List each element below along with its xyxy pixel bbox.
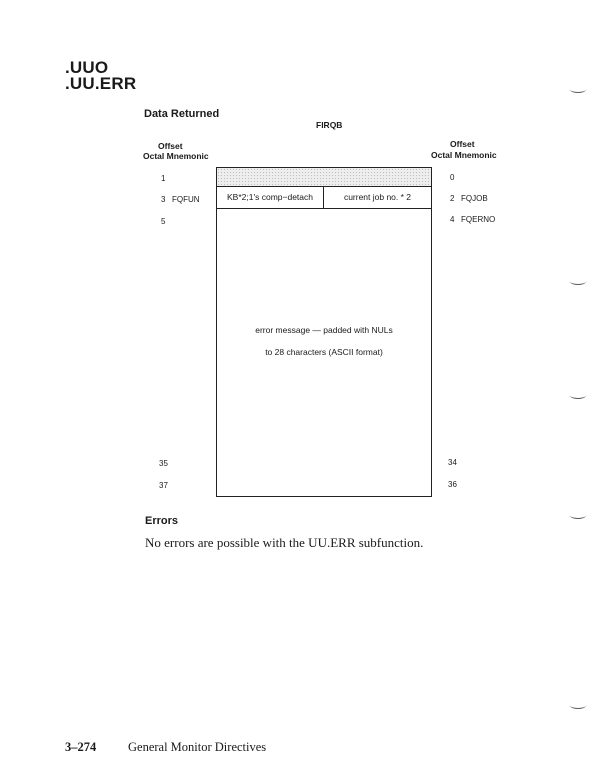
left-offset-1: 1: [161, 174, 166, 183]
scan-mark: [570, 278, 586, 285]
fqfun-cell-text: KB*2;1's comp−detach: [227, 192, 313, 202]
error-message-line1: error message — padded with NULs: [255, 325, 393, 335]
scan-mark: [570, 392, 586, 399]
footer-section-title: General Monitor Directives: [128, 740, 267, 754]
right-offset-4: 4: [450, 215, 455, 224]
block-title: FIRQB: [316, 120, 343, 130]
scan-mark: [570, 86, 586, 93]
fqjob-cell-text: current job no. * 2: [343, 192, 412, 202]
section-heading: Data Returned: [144, 108, 220, 120]
fqfun-cell: [216, 186, 324, 209]
page-title-uu-err: .UU.ERR: [65, 74, 137, 93]
errors-heading: Errors: [145, 515, 179, 527]
shaded-reserved-row: [216, 167, 432, 187]
right-mnemonic-fqerno: FQERNO: [461, 215, 496, 224]
right-offset-0: 0: [450, 173, 455, 182]
right-offset-2: 2: [450, 194, 455, 203]
scan-mark: [570, 512, 586, 519]
errors-body: No errors are possible with the UU.ERR subfunction.: [145, 535, 424, 550]
left-offset-35: 35: [159, 459, 168, 468]
footer-page-number: 3–274: [65, 740, 97, 754]
right-offset-header: Offset: [450, 139, 475, 149]
right-octal-mnemonic-header: Octal Mnemonic: [431, 150, 497, 160]
left-offset-3: 3: [161, 195, 166, 204]
right-offset-36: 36: [448, 480, 457, 489]
left-offset-header: Offset: [158, 141, 183, 151]
left-mnemonic-fqfun: FQFUN: [172, 195, 200, 204]
error-message-line2: to 28 characters (ASCII format): [265, 347, 383, 357]
left-offset-5: 5: [161, 217, 166, 226]
left-offset-37: 37: [159, 481, 168, 490]
scan-mark: [570, 702, 586, 709]
left-octal-mnemonic-header: Octal Mnemonic: [143, 151, 209, 161]
fqjob-cell: [323, 186, 432, 209]
page-title-uuo: .UUO: [65, 58, 109, 77]
right-offset-34: 34: [448, 458, 457, 467]
right-mnemonic-fqjob: FQJOB: [461, 194, 488, 203]
